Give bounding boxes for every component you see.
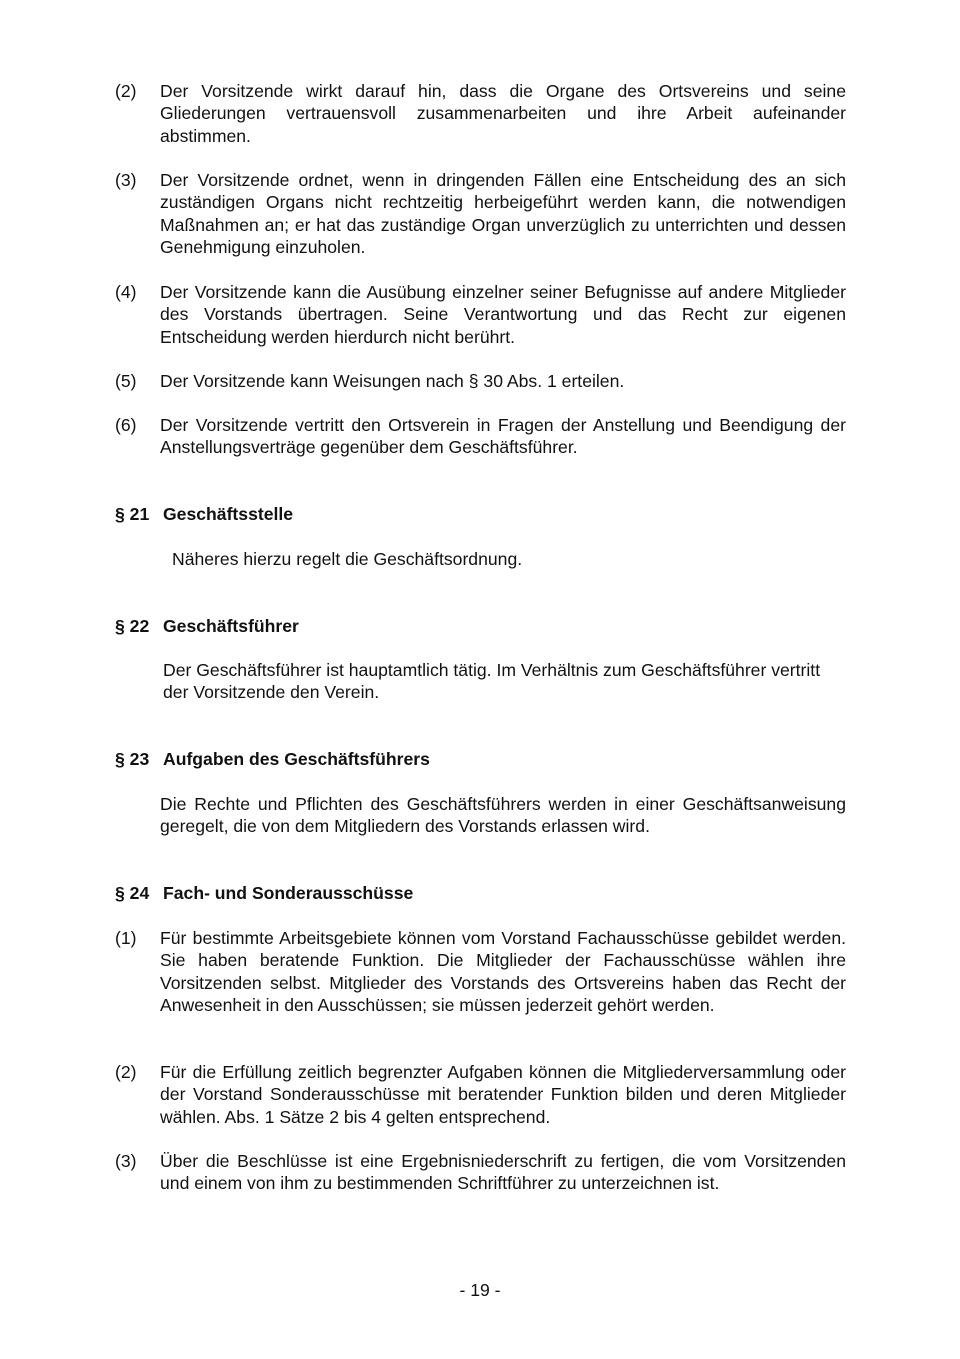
section-number: § 21 bbox=[115, 504, 150, 524]
paragraph-number: (6) bbox=[115, 415, 137, 435]
paragraph-number: (3) bbox=[115, 170, 137, 190]
paragraph-text: Für bestimmte Arbeitsgebiete können vom Vorstand Fachausschüsse gebildet werden. Sie haben beratende Funktion. Die Mitglieder der Fachausschüsse wählen ihre Vorsitzenden selbst. Mitglieder des Vorstands des Ortsvereins haben das Recht der Anwesenheit in den Ausschüssen; sie müssen jederzeit gehört werden. bbox=[160, 928, 846, 1015]
section-heading-21 bbox=[115, 503, 293, 525]
paragraph-number: (2) bbox=[115, 1062, 137, 1082]
paragraph-number: (3) bbox=[115, 1151, 137, 1171]
paragraph-text: Der Vorsitzende kann die Ausübung einzelner seiner Befugnisse auf andere Mitglieder des Vorstands übertragen. Seine Verantwortung und das Recht zur eigenen Entscheidung werden hierdurch nicht berührt. bbox=[160, 282, 846, 347]
page-number: - 19 - bbox=[459, 1280, 501, 1300]
paragraph-text: Für die Erfüllung zeitlich begrenzter Aufgaben können die Mitgliederversammlung oder der Vorstand Sonderausschüsse mit beratender Funktion bilden und deren Mitglieder wählen. Abs. 1 Sätze 2 bis 4 gelten entsprechend. bbox=[160, 1062, 846, 1127]
paragraph-number: (1) bbox=[115, 928, 137, 948]
paragraph-20-3 bbox=[115, 169, 846, 258]
paragraph-20-2 bbox=[115, 80, 846, 147]
section-heading-24 bbox=[115, 882, 413, 904]
paragraph-20-6 bbox=[115, 414, 846, 459]
section-title: Aufgaben des Geschäftsführers bbox=[163, 749, 430, 769]
paragraph-24-1 bbox=[115, 927, 846, 1016]
section-23-text: Die Rechte und Pflichten des Geschäftsführers werden in einer Geschäftsanweisung geregelt, die von dem Mitgliedern des Vorstands erlassen wird. bbox=[160, 794, 846, 837]
paragraph-24-2 bbox=[115, 1061, 846, 1128]
paragraph-text: Der Vorsitzende wirkt darauf hin, dass die Organe des Ortsvereins und seine Gliederungen vertrauensvoll zusammenarbeiten und ihre Arbeit aufeinander abstimmen. bbox=[160, 81, 846, 146]
section-title: Geschäftsstelle bbox=[163, 504, 294, 524]
section-number: § 24 bbox=[115, 883, 150, 903]
paragraph-number: (2) bbox=[115, 81, 137, 101]
paragraph-text: Der Vorsitzende vertritt den Ortsverein in Fragen der Anstellung und Beendigung der Anstellungsverträge gegenüber dem Geschäftsführer. bbox=[160, 415, 846, 458]
paragraph-text: Der Vorsitzende ordnet, wenn in dringenden Fällen eine Entscheidung des an sich zuständigen Organs nicht rechtzeitig herbeigeführt werden kann, die notwendigen Maßnahmen an; er hat das zuständige Organ unverzüglich zu unterrichten und dessen Genehmigung einzuholen. bbox=[160, 170, 846, 257]
paragraph-text: Der Vorsitzende kann Weisungen nach § 30 Abs. 1 erteilen. bbox=[160, 371, 625, 391]
paragraph-text: Über die Beschlüsse ist eine Ergebnisniederschrift zu fertigen, die vom Vorsitzenden und einem von ihm zu bestimmenden Schriftführer zu unterzeichnen ist. bbox=[160, 1151, 846, 1194]
section-title: Geschäftsführer bbox=[163, 616, 299, 636]
section-heading-22 bbox=[115, 615, 299, 637]
paragraph-20-4 bbox=[115, 281, 846, 348]
paragraph-20-5 bbox=[115, 370, 846, 392]
section-number: § 23 bbox=[115, 749, 150, 769]
section-title: Fach- und Sonderausschüsse bbox=[163, 883, 414, 903]
paragraph-number: (5) bbox=[115, 371, 137, 391]
section-number: § 22 bbox=[115, 616, 150, 636]
section-21-text: Näheres hierzu regelt die Geschäftsordnung. bbox=[172, 549, 523, 569]
paragraph-24-3 bbox=[115, 1150, 846, 1195]
section-22-text: Der Geschäftsführer ist hauptamtlich tätig. Im Verhältnis zum Geschäftsführer vertritt der Vorsitzende den Verein. bbox=[163, 660, 821, 703]
section-heading-23 bbox=[115, 748, 430, 770]
paragraph-number: (4) bbox=[115, 282, 137, 302]
